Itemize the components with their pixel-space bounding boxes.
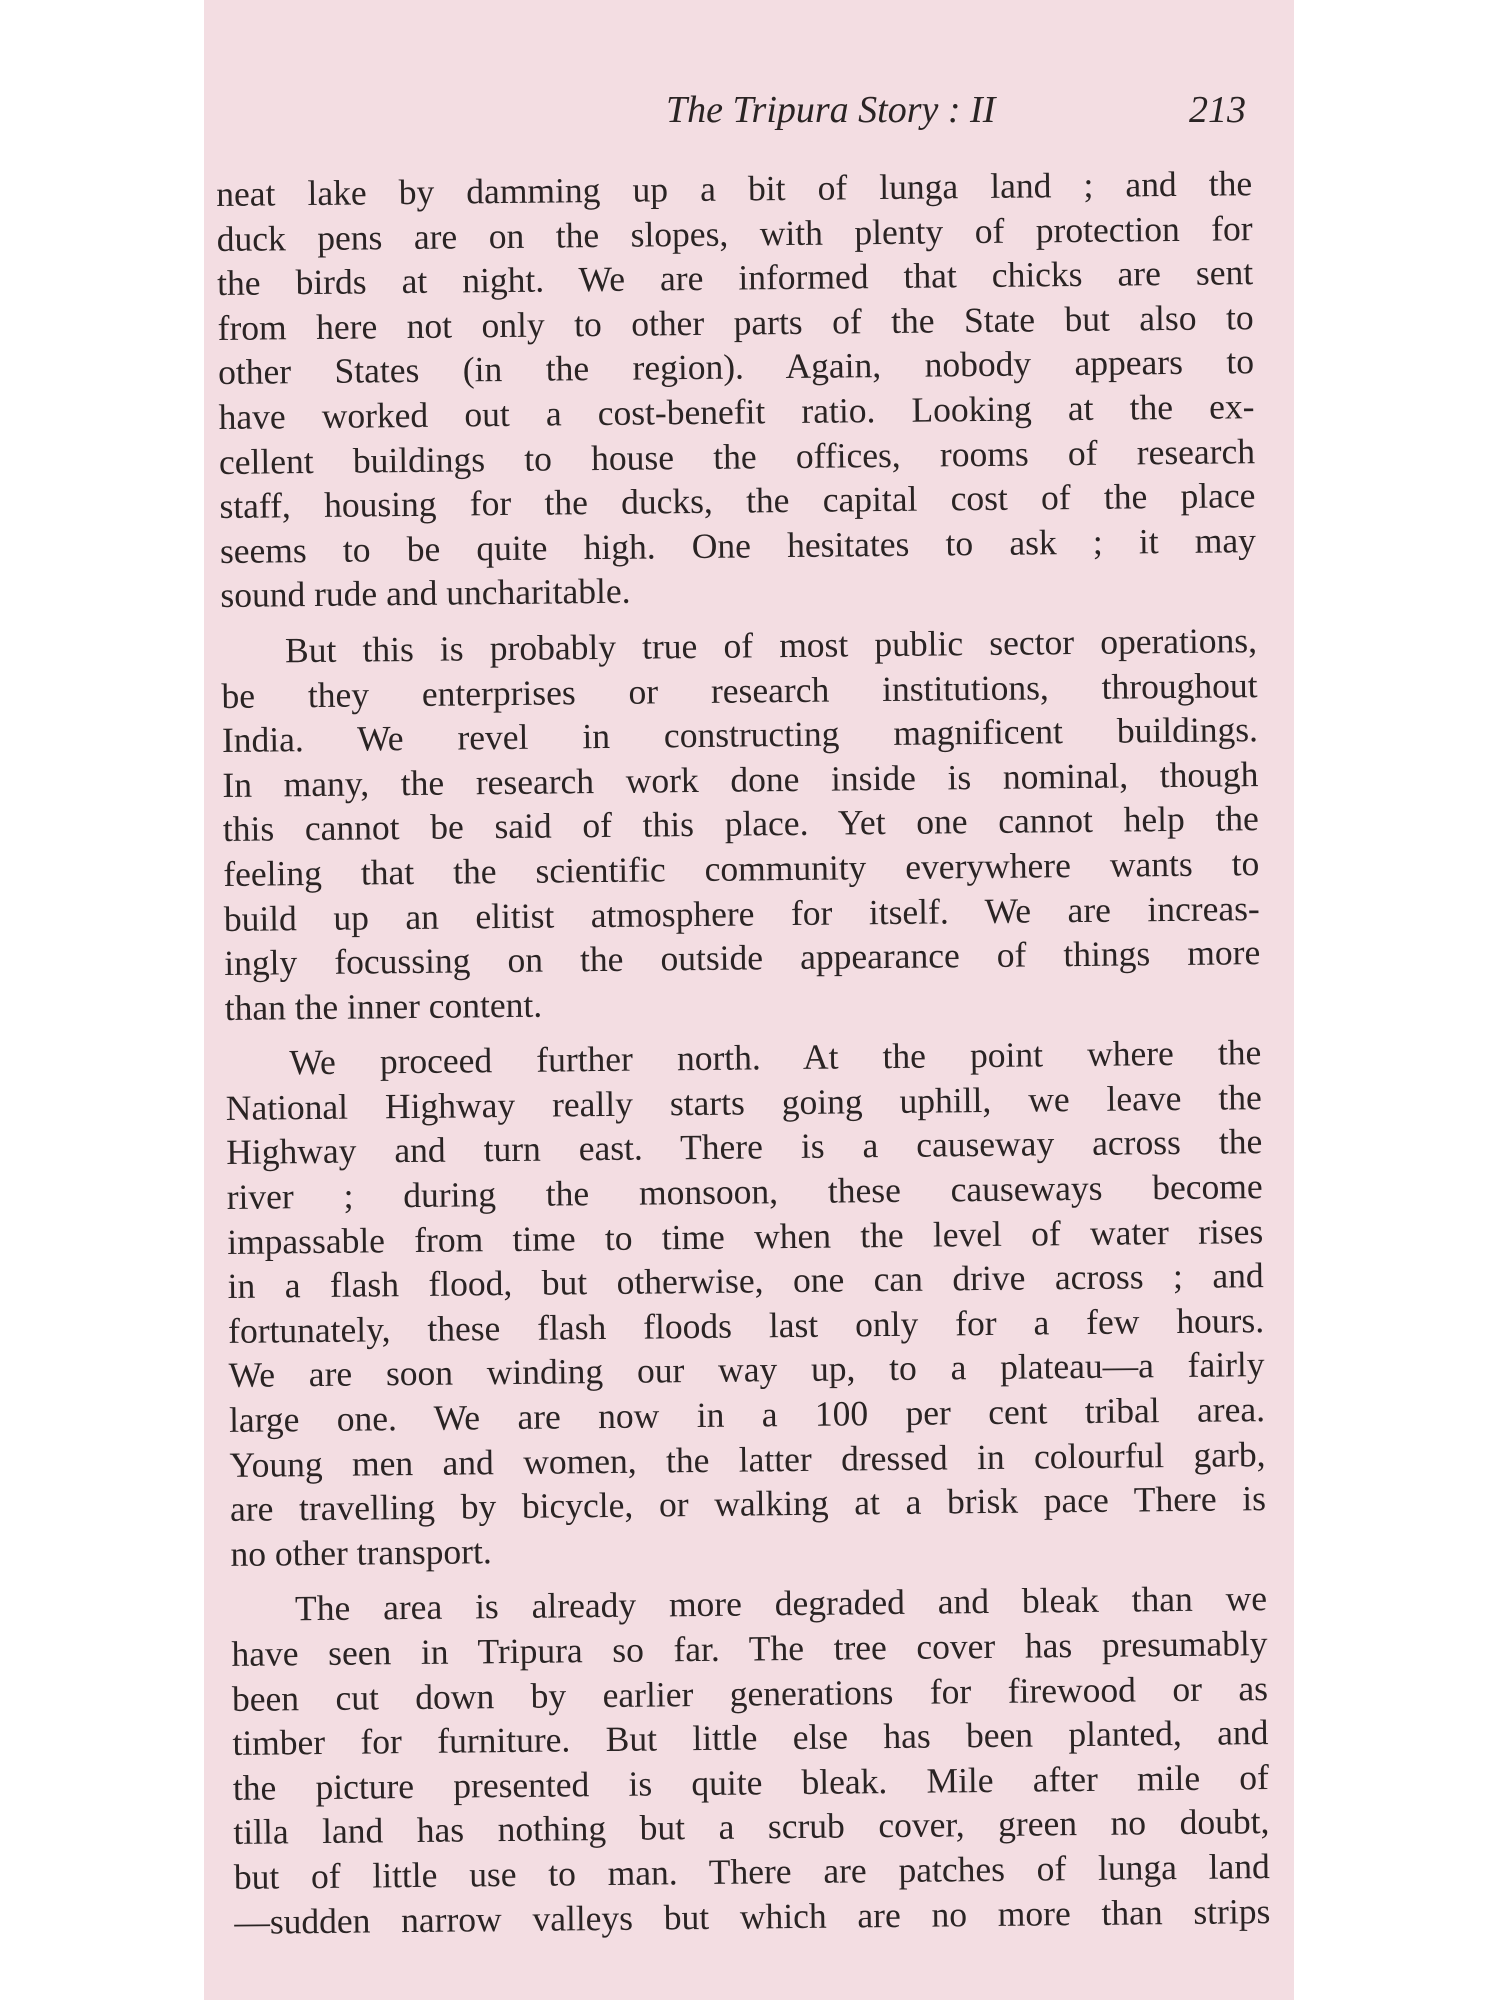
text-line: Young men and women, the latter dressed in colourful garb,: [229, 1433, 1266, 1485]
text-line: We proceed further north. At the point where the: [289, 1032, 1262, 1083]
text-line: impassable from time to time when the level of water rises: [226, 1210, 1264, 1262]
text-line: In many, the research work done inside is nominal, though: [222, 753, 1259, 805]
text-line: in a flash flood, but otherwise, one can drive across ; and: [227, 1255, 1264, 1307]
text-line: tilla land has nothing but a scrub cover, green no doubt,: [233, 1801, 1270, 1853]
text-line: But this is probably true of most public sector operations,: [284, 620, 1258, 671]
text-line: Highway and turn east. There is a causeway across the: [226, 1121, 1263, 1173]
paragraph: [231, 1576, 1271, 1944]
text-line: feeling that the scientific community everywhere wants to: [223, 843, 1260, 894]
text-line: this cannot be said of this place. Yet one cannot help the: [222, 798, 1260, 850]
page-number: 213: [1189, 89, 1246, 131]
text-line: than the inner content.: [224, 984, 543, 1028]
text-line: cellent buildings to house the offices, rooms of research: [218, 430, 1256, 482]
text-line: are travelling by bicycle, or walking at a brisk pace There is: [229, 1478, 1267, 1530]
text-line: be they enterprises or research institutions, throughout: [221, 664, 1258, 716]
text-line: been cut down by earlier generations for firewood or as: [231, 1667, 1269, 1719]
text-line: the birds at night. We are informed that chicks are sent: [216, 252, 1254, 304]
paragraph: [221, 618, 1261, 1030]
text-line: other States (in the region). Again, nobody appears to: [217, 341, 1255, 393]
text-line: timber for furniture. But little else has been planted, and: [232, 1712, 1269, 1764]
text-line: have worked out a cost-benefit ratio. Looking at the ex-: [218, 386, 1255, 437]
text-line: large one. We are now in a 100 per cent tribal area.: [228, 1389, 1266, 1440]
text-line: We are soon winding our way up, to a plateau—a fairly: [228, 1344, 1265, 1396]
text-line: build up an elitist atmosphere for itself. We are increas-: [223, 887, 1260, 939]
text-line: The area is already more degraded and bleak than we: [294, 1578, 1268, 1629]
text-line: duck pens are on the slopes, with plenty of protection for: [216, 207, 1253, 259]
book-page: [204, 0, 1294, 2000]
text-line: seems to be quite high. One hesitates to ask ; it may: [219, 519, 1257, 571]
text-line: neat lake by damming up a bit of lunga land ; and the: [216, 163, 1253, 214]
text-line: sound rude and uncharitable.: [220, 571, 631, 616]
text-line: —sudden narrow valleys but which are no more than strips: [234, 1890, 1271, 1942]
text-line: the picture presented is quite bleak. Mile after mile of: [232, 1756, 1270, 1808]
paragraph: [225, 1030, 1267, 1576]
text-line: from here not only to other parts of the State but also to: [217, 296, 1254, 348]
text-line: but of little use to man. There are patches of lunga land: [233, 1846, 1271, 1897]
running-head: [204, 88, 1294, 138]
running-title: The Tripura Story : II: [666, 89, 996, 131]
text-line: fortunately, these flash floods last only for a few hours.: [227, 1299, 1265, 1351]
text-line: no other transport.: [230, 1531, 492, 1574]
text-line: National Highway really starts going uphill, we leave the: [225, 1076, 1262, 1128]
text-line: have seen in Tripura so far. The tree cover has presumably: [231, 1623, 1268, 1674]
text-line: staff, housing for the ducks, the capital cost of the place: [219, 475, 1256, 527]
text-line: India. We revel in constructing magnificent buildings.: [221, 709, 1259, 761]
text-line: ingly focussing on the outside appearance of things more: [224, 932, 1261, 984]
body-text: [216, 161, 1271, 1955]
text-line: river ; during the monsoon, these causeways become: [226, 1166, 1263, 1218]
paragraph: [216, 161, 1257, 618]
